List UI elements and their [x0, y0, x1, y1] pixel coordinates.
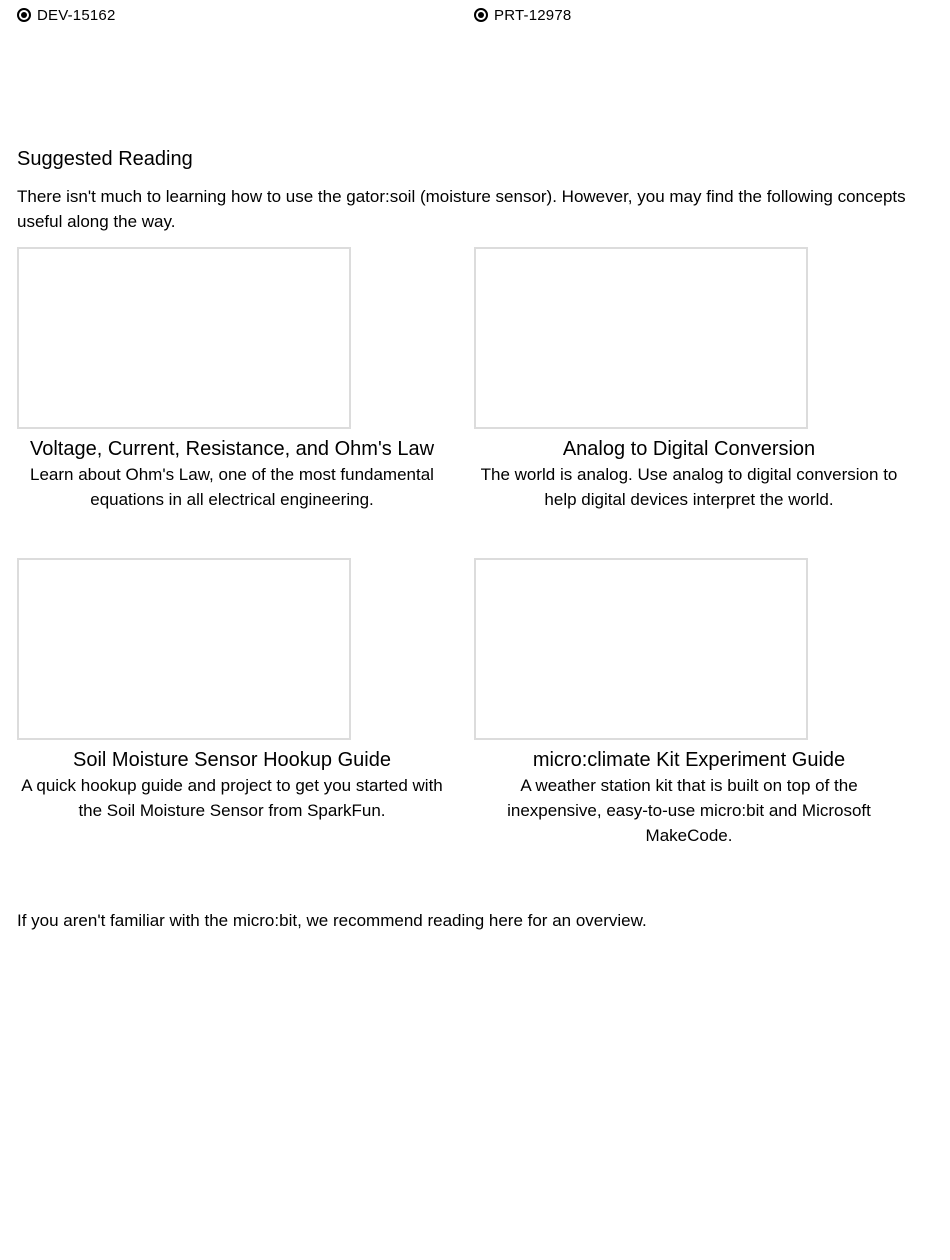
reading-card-microclimate[interactable]: [474, 558, 904, 848]
radio-selected-icon[interactable]: [474, 8, 488, 22]
card-description: A weather station kit that is built on top of the inexpensive, easy-to-use micro:bit and Microsoft MakeCode.: [507, 776, 871, 845]
intro-paragraph: There isn't much to learning how to use the gator:soil (moisture sensor). However, you may find the following concepts useful along the way.: [17, 187, 906, 231]
card-title[interactable]: micro:climate Kit Experiment Guide: [532, 749, 846, 771]
card-thumbnail[interactable]: [474, 558, 808, 740]
card-description: A quick hookup guide and project to get you started with the Soil Moisture Sensor from SparkFun.: [21, 776, 443, 820]
card-thumbnail[interactable]: [17, 558, 351, 740]
outro-paragraph: If you aren't familiar with the micro:bit, we recommend reading here for an overview.: [17, 911, 647, 930]
card-title[interactable]: Voltage, Current, Resistance, and Ohm's Law: [29, 438, 435, 460]
reading-card-adc[interactable]: [474, 247, 904, 512]
part-label: PRT-12978: [494, 6, 572, 24]
card-title[interactable]: Analog to Digital Conversion: [562, 438, 816, 460]
radio-selected-icon[interactable]: [17, 8, 31, 22]
reading-card-soil-moisture[interactable]: [17, 558, 447, 823]
part-label: DEV-15162: [37, 6, 116, 24]
card-description: Learn about Ohm's Law, one of the most fundamental equations in all electrical engineering.: [30, 465, 434, 509]
card-title[interactable]: Soil Moisture Sensor Hookup Guide: [73, 749, 391, 771]
part-radio-dev-15162[interactable]: [17, 5, 116, 25]
card-thumbnail[interactable]: [17, 247, 351, 429]
card-thumbnail[interactable]: [474, 247, 808, 429]
part-radio-prt-12978[interactable]: [474, 5, 571, 25]
section-title: Suggested Reading: [17, 148, 193, 170]
reading-card-ohms-law[interactable]: [17, 247, 447, 512]
card-description: The world is analog. Use analog to digital conversion to help digital devices interpret the world.: [480, 465, 898, 509]
